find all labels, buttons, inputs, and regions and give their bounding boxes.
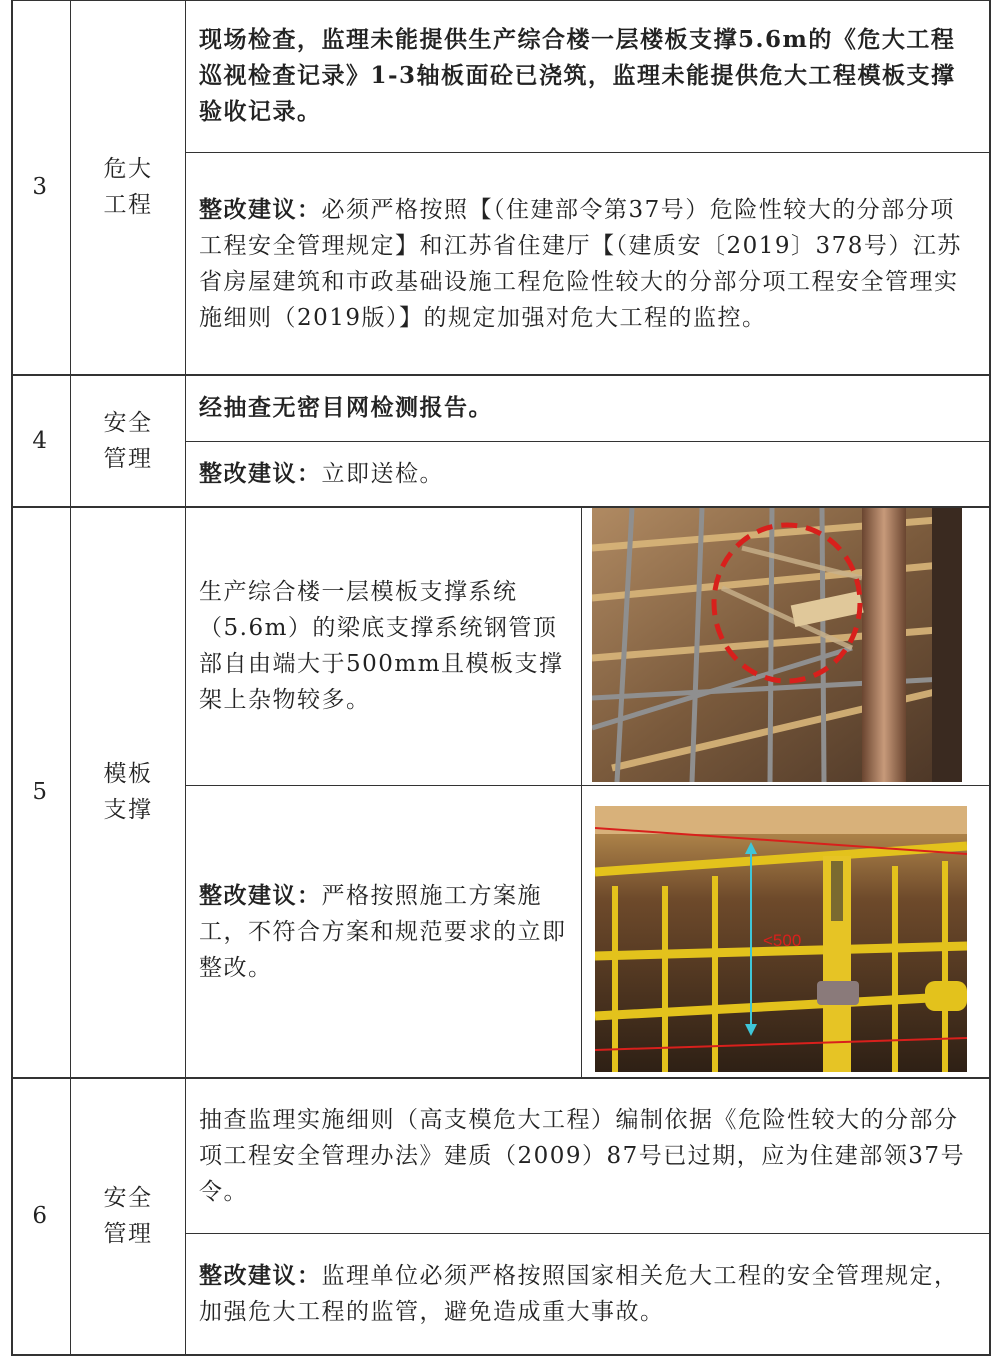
finding-content: 生产综合楼一层模板支撑系统（5.6m）的梁底支撑系统钢管顶部自由端大于500mm且模板支撑架上杂物较多。 [199,579,564,713]
category-text: 安全管理 [103,409,153,472]
suggestion-text [186,442,989,506]
suggestion-text [186,1234,989,1354]
suggestion-label: 整改建议： [199,881,322,909]
suggestion-text [186,153,989,374]
table-border-right [989,0,991,1356]
scaffold-photo [592,508,962,782]
prop-measure-photo [595,806,967,1072]
inspection-table [11,0,991,1356]
suggestion-text [186,786,581,1077]
scaffold-photo-drawing [592,508,962,782]
row-category [71,375,185,506]
row-number: 3 [32,174,49,200]
row-category [71,507,185,1077]
finding-text [186,0,989,152]
suggestion-content [199,1258,977,1330]
suggestion-label: 整改建议： [199,1262,322,1289]
finding-content: 经抽查无密目网检测报告。 [199,394,493,421]
category-text: 安全管理 [103,1185,153,1247]
suggestion-body: 监理单位必须严格按照国家相关危大工程的安全管理规定，加强危大工程的监管，避免造成重大事故。 [199,1263,959,1325]
row-number: 6 [32,1203,49,1229]
finding-text [186,1078,989,1233]
suggestion-content [199,456,977,492]
suggestion-content [199,878,569,986]
category-text: 危大工程 [103,156,153,218]
row-number: 5 [32,779,49,805]
table-border-bottom [11,1354,991,1356]
suggestion-label: 整改建议： [199,460,322,487]
suggestion-content [199,192,977,336]
row-number: 4 [32,427,49,454]
finding-text [186,375,989,441]
prop-measure-drawing [595,806,967,1072]
col-divider-photo [581,507,582,1077]
finding-content: 现场检查，监理未能提供生产综合楼一层楼板支撑5.6m的《危大工程巡视检查记录》1-3轴板面砼已浇筑，监理未能提供危大工程模板支撑验收记录。 [199,26,956,125]
category-text: 模板支撑 [103,761,153,823]
row-category [71,1078,185,1354]
row-category [71,0,185,374]
suggestion-label: 整改建议： [199,195,322,223]
suggestion-body: 立即送检。 [321,461,444,487]
suggestion-body: 必须严格按照【（住建部令第37号）危险性较大的分部分项工程安全管理规定】和江苏省住建厅【（建质安〔2019〕378号）江苏省房屋建筑和市政基础设施工程危险性较大的分部分项工程安全管理实施细则（2019版）】的规定加强对危大工程的监控。 [199,196,962,331]
photo-annotation-text: <500 [763,931,802,950]
finding-text [186,507,581,785]
finding-content: 抽查监理实施细则（高支模危大工程）编制依据《危险性较大的分部分项工程安全管理办法》建质（2009）87号已过期，应为住建部领37号令。 [199,1106,966,1205]
suggestion-body: 严格按照施工方案施工，不符合方案和规范要求的立即整改。 [199,882,567,981]
